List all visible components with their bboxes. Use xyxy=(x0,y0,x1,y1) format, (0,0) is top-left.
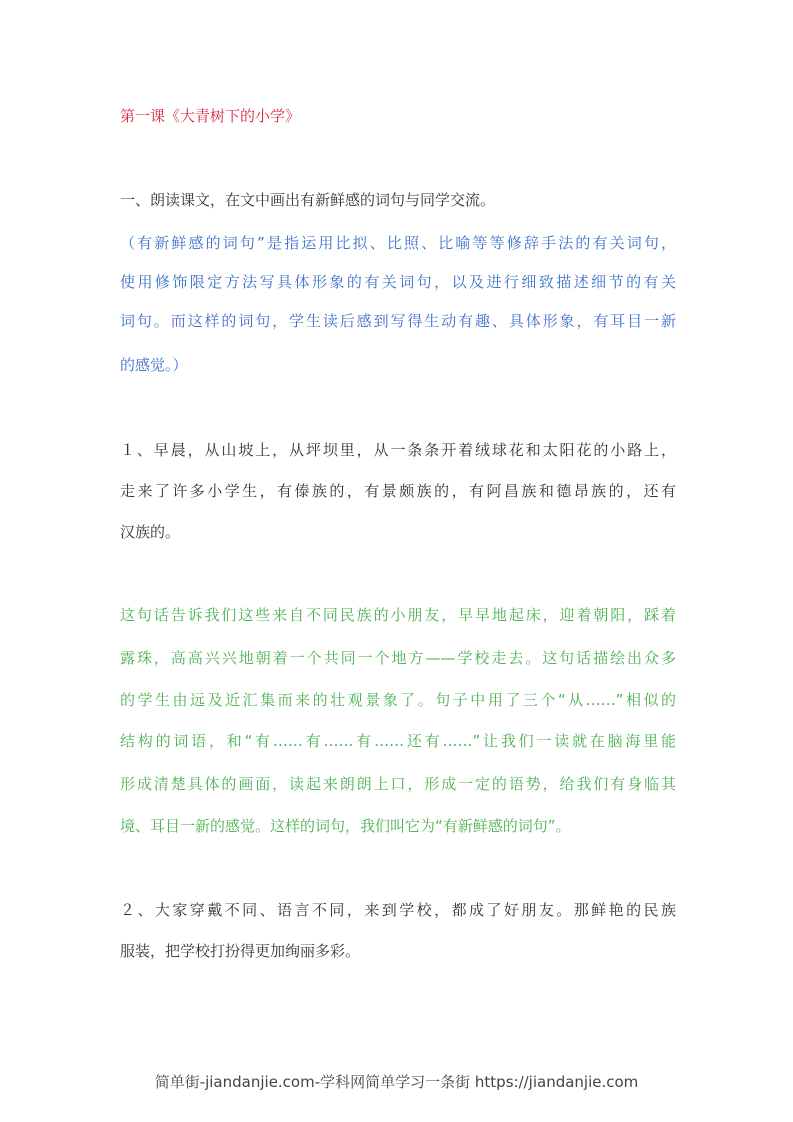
note-line: 的感觉。） xyxy=(120,356,188,374)
page-title: 第一课《大青树下的小学》 xyxy=(120,107,301,125)
item2-line: ２、大家穿戴不同、语言不同，来到学校，都成了好朋友。那鲜艳的民族 xyxy=(120,901,676,919)
item1-line: 走来了许多小学生，有傣族的，有景颇族的，有阿昌族和德昂族的，还有 xyxy=(120,482,676,500)
analysis-line: 露珠，高高兴兴地朝着一个共同一个地方——学校走去。这句话描绘出众多 xyxy=(120,649,676,667)
note-line: （有新鲜感的词句”是指运用比拟、比照、比喻等等修辞手法的有关词句， xyxy=(120,234,676,252)
note-line: 使用修饰限定方法写具体形象的有关词句，以及进行细致描述细节的有关 xyxy=(120,273,676,291)
analysis-line: 结构的词语，和“有……有……有……还有……”让我们一读就在脑海里能 xyxy=(120,732,676,750)
item1-line: １、早晨，从山坡上，从坪坝里，从一条条开着绒球花和太阳花的小路上， xyxy=(120,441,676,459)
analysis-line: 形成清楚具体的画面，读起来朗朗上口，形成一定的语势，给我们有身临其 xyxy=(120,775,676,793)
section-heading: 一、朗读课文，在文中画出有新鲜感的词句与同学交流。 xyxy=(120,191,496,209)
item2-line: 服装，把学校打扮得更加绚丽多彩。 xyxy=(120,942,361,960)
item1-line: 汉族的。 xyxy=(120,523,181,541)
footer-watermark: 简单街-jiandanjie.com-学科网简单学习一条街 https://jiandanjie.com xyxy=(154,1073,639,1091)
analysis-line: 的学生由远及近汇集而来的壮观景象了。句子中用了三个“从……”相似的 xyxy=(120,691,676,709)
analysis-line: 这句话告诉我们这些来自不同民族的小朋友，早早地起床，迎着朝阳，踩着 xyxy=(120,606,676,624)
analysis-line: 境、耳目一新的感觉。这样的词句，我们叫它为“有新鲜感的词句”。 xyxy=(120,817,571,835)
note-line: 词句。而这样的词句，学生读后感到写得生动有趣、具体形象，有耳目一新 xyxy=(120,312,676,330)
